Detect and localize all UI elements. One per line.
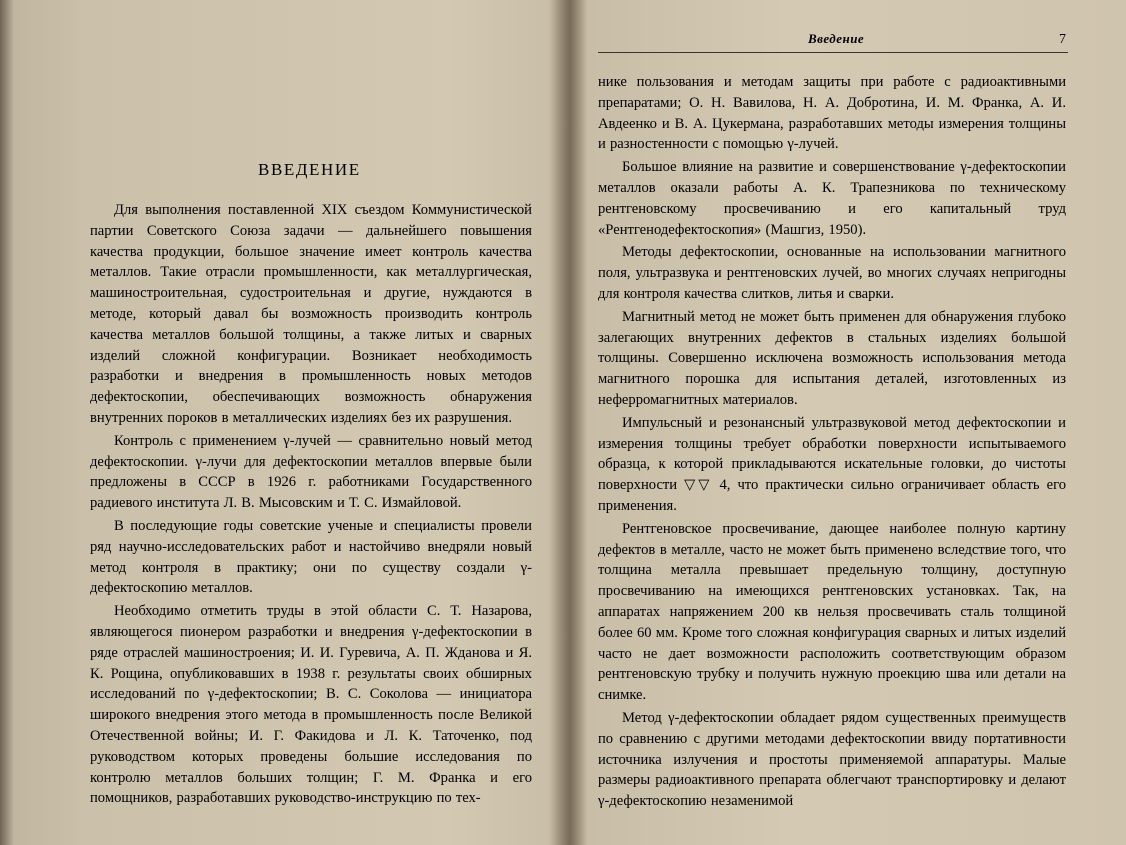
right-paragraph: Магнитный метод не может быть применен для обнаружения глубоко залегающих внутренних дефектов в стальных изделиях большой толщины. Совершенно исключена возможность использования метода магнитного порошка для испытания деталей, изготовленных из неферромагнитных материалов. [598,308,1066,408]
right-paragraph: Метод γ-дефектоскопии обладает рядом существенных преимуществ по сравнению с другими методами дефектоскопии ввиду портативности источника излучения и простоты применяемой аппаратуры. Малые размеры радиоактивного препарата облегчают транспортировку и делают γ-дефектоскопию незаменимой [598,709,1066,810]
left-page-text [90,200,532,809]
right-page-text [598,72,1066,812]
right-paragraph: Рентгеновское просвечивание, дающее наиболее полную картину дефектов в металле, часто не может быть применено вследствие того, что толщина металла превышает предельную толщину, доступную просвечиванию на имеющихся рентгеновских установках. Так, на аппаратах напряжением 200 кв нельзя просвечивать сталь толщиной более 60 мм. Кроме того сложная конфигурация сварных и литых изделий часто не дает возможности расположить соответствующим образом рентгеновскую трубку и получить нужную проекцию шва или детали на снимке. [598,520,1066,704]
right-paragraph: нике пользования и методам защиты при работе с радиоактивными препаратами; О. Н. Вавилова, Н. А. Добротина, И. М. Франка, А. И. Авдеенко и В. А. Цукермана, разработавших методы измерения толщины и разностенности с помощью γ-лучей. [598,74,1066,153]
left-paragraph: В последующие годы советские ученые и специалисты провели ряд научно-исследовательских работ и настойчиво внедряли новый метод контроля в практику; они по существу создали γ-дефектоскопию металлов. [90,517,532,597]
right-paragraph: Большое влияние на развитие и совершенствование γ-дефектоскопии металлов оказали работы А. К. Трапезникова по техническому рентгеновскому просвечиванию и его капитальный труд «Рентгенодефектоскопия» (Машгиз, 1950). [598,159,1066,238]
right-paragraph: Методы дефектоскопии, основанные на использовании магнитного поля, ультразвука и рентгеновских лучей, во многих случаях непригодны для контроля качества слитков, литья и сварки. [598,244,1066,302]
chapter-title: ВВЕДЕНИЕ [258,160,361,179]
running-head [598,28,1068,53]
page-number: 7 [1059,32,1066,47]
left-paragraph: Контроль с применением γ-лучей — сравнительно новый метод дефектоскопии. γ-лучи для дефектоскопии металлов впервые были предложены в СССР в 1926 г. работниками Государственного радиевого института Л. В. Мысовским и Т. С. Измайловой. [90,432,532,512]
right-paragraph: Импульсный и резонансный ультразвуковой метод дефектоскопии и измерения толщины требует обработки поверхности испытываемого образца, к которой прикладываются искательные головки, до чистоты поверхности ▽▽ 4, что практически сильно ограничивает область его применения. [598,414,1066,514]
left-paragraph: Для выполнения поставленной XIX съездом Коммунистической партии Советского Союза задачи — дальнейшего повышения качества продукции, большое значение имеет контроль качества металлов. Такие отрасли промышленности, как металлургическая, машиностроительная, судостроительная и другие, нуждаются в методе, который давал бы возможность производить контроль качества металлов большой толщины, а также литых и сварных изделий сложной конфигурации. Возникает необходимость разработки и внедрения в промышленность новых методов дефектоскопии, обеспечивающих возможность обнаружения внутренних пороков в металлических изделиях без их разрушения. [90,202,532,426]
left-paragraph: Необходимо отметить труды в этой области С. Т. Назарова, являющегося пионером разработки и внедрения γ-дефектоскопии в ряде отраслей машиностроения; И. И. Гуревича, А. П. Жданова и Я. К. Рощина, опубликовавших в 1938 г. результаты своих обширных исследований по γ-дефектоскопии; В. С. Соколова — инициатора широкого внедрения этого метода в промышленность после Великой Отечественной войны; И. Г. Факидова и Л. К. Таточенко, под руководством которых проведены большие исследования по контролю металлов больших толщин; Г. М. Франка и его помощников, разработавших руководство-инструкцию по тех- [90,603,532,807]
running-title: Введение [808,31,865,46]
